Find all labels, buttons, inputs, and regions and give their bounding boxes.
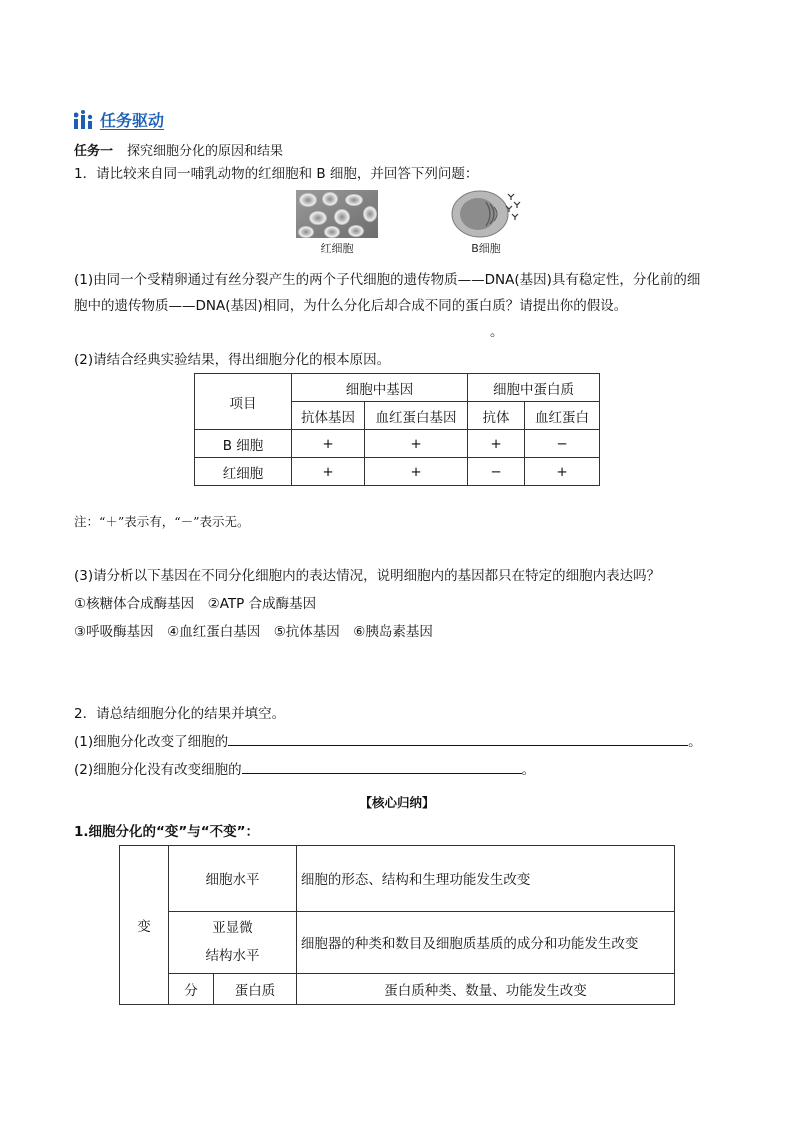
table-cell: + [525, 458, 600, 486]
task-label: 任务一 [74, 144, 114, 159]
table-row [195, 430, 600, 458]
table-cell: 红细胞 [195, 458, 292, 486]
sub-label-cell: 分 [169, 973, 214, 1004]
task-title: 探究细胞分化的原因和结果 [127, 144, 284, 159]
people-chart-icon [74, 110, 96, 130]
desc-cell: 蛋白质种类、数量、功能发生改变 [296, 973, 674, 1004]
change-label: 变 [120, 846, 169, 1005]
fill-blank-2-end: 。 [521, 762, 536, 778]
fill-blank-1 [74, 730, 702, 750]
question-1-intro: 1．请比较来自同一哺乳动物的红细胞和 B 细胞，并回答下列问题： [74, 166, 479, 182]
table-cell: + [292, 458, 365, 486]
level-cell: 蛋白质 [214, 973, 297, 1004]
fill-blank-1-label: (1)细胞分化改变了细胞的 [74, 734, 229, 750]
core-summary-title: 【核心归纳】 [359, 795, 435, 810]
answer-blank-2[interactable] [242, 759, 522, 774]
desc-cell: 细胞的形态、结构和生理功能发生改变 [296, 846, 674, 912]
table-header-proteins: 细胞中蛋白质 [468, 374, 600, 402]
table-cell: − [525, 430, 600, 458]
table-row [195, 458, 600, 486]
question-2-intro: 2．请总结细胞分化的结果并填空。 [74, 706, 286, 722]
sub-question-3-line2: ①核糖体合成酶基因 ②ATP 合成酶基因 [74, 596, 317, 612]
answer-end-mark: 。 [490, 324, 504, 340]
table-cell: − [468, 458, 525, 486]
table-header-genes: 细胞中基因 [292, 374, 468, 402]
level-line1: 亚显微 [212, 920, 253, 937]
answer-blank-1[interactable] [228, 731, 688, 746]
level-cell: 细胞水平 [169, 846, 297, 912]
table-cell: + [468, 430, 525, 458]
sub-question-1-line2: 胞中的遗传物质——DNA(基因)相同，为什么分化后却合成不同的蛋白质？请提出你的假设。 [74, 298, 628, 314]
table-cell: + [365, 458, 468, 486]
sub-question-2: (2)请结合经典实验结果，得出细胞分化的根本原因。 [74, 352, 391, 368]
level-line2: 结构水平 [205, 948, 260, 965]
task-heading [74, 140, 283, 159]
fill-blank-2 [74, 758, 535, 778]
gene-protein-table [194, 373, 600, 486]
b-cell-image [448, 188, 524, 240]
table-cell: B 细胞 [195, 430, 292, 458]
section-title: 任务驱动 [100, 111, 165, 130]
fill-blank-1-end: 。 [688, 734, 702, 750]
core-point-1: 1.细胞分化的“变”与“不变”： [74, 824, 260, 840]
table-cell: + [292, 430, 365, 458]
sub-question-1-line1: (1)由同一个受精卵通过有丝分裂产生的两个子代细胞的遗传物质——DNA(基因)具有稳定性，分化前的细 [74, 272, 701, 288]
sub-question-3-line1: (3)请分析以下基因在不同分化细胞内的表达情况，说明细胞内的基因都只在特定的细胞内表达吗？ [74, 568, 661, 584]
table-col-header: 血红蛋白基因 [365, 402, 468, 430]
sub-question-3-line3: ③呼吸酶基因 ④血红蛋白基因 ⑤抗体基因 ⑥胰岛素基因 [74, 624, 433, 640]
red-cell-label: 红细胞 [320, 242, 354, 255]
fill-blank-2-label: (2)细胞分化没有改变细胞的 [74, 762, 242, 778]
red-cell-image [296, 190, 378, 238]
table-cell: + [365, 430, 468, 458]
section-heading [74, 108, 164, 131]
b-cell-label: B细胞 [471, 242, 501, 255]
level-cell-submicro [169, 911, 297, 973]
table-col-header: 血红蛋白 [525, 402, 600, 430]
table-col-header: 抗体 [468, 402, 525, 430]
differentiation-change-table [119, 845, 675, 1005]
table-header-item: 项目 [195, 374, 292, 430]
table-col-header: 抗体基因 [292, 402, 365, 430]
table-note: 注：“＋”表示有，“－”表示无。 [74, 514, 250, 529]
desc-cell: 细胞器的种类和数目及细胞质基质的成分和功能发生改变 [296, 911, 674, 973]
